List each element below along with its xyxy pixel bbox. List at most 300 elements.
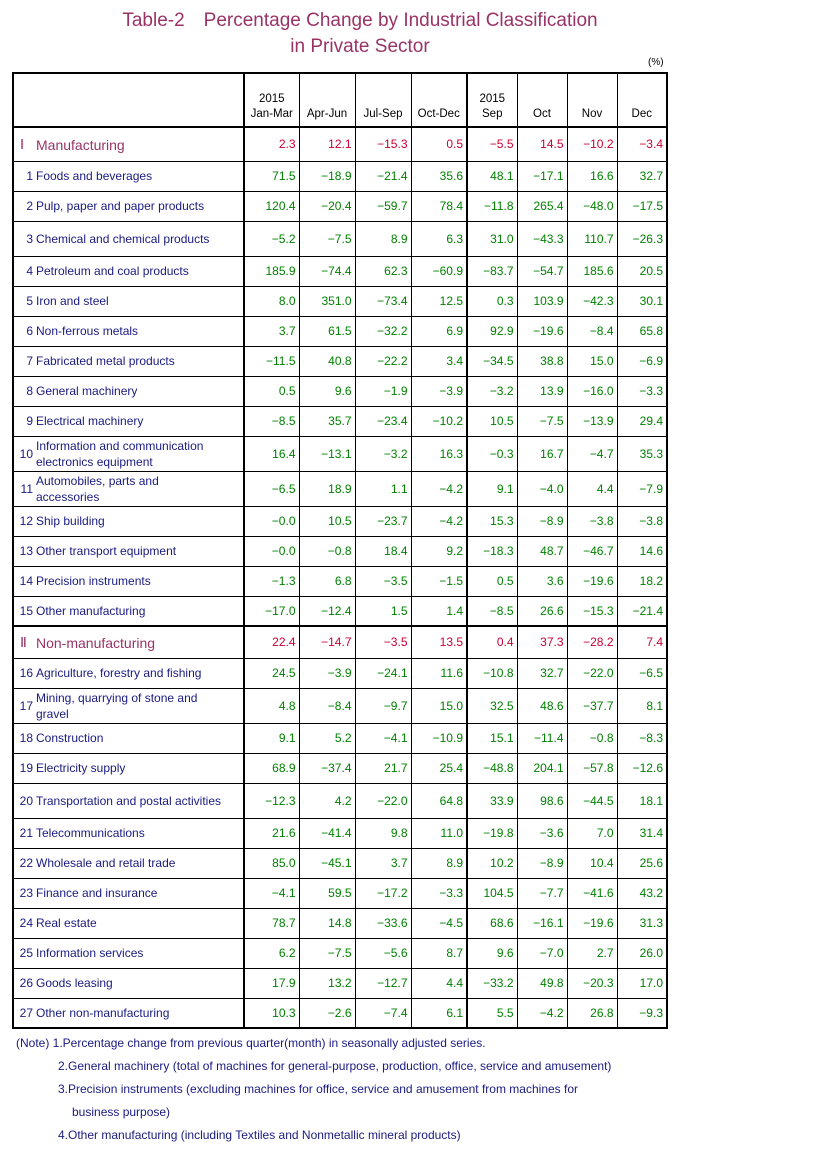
- row-number: 23: [19, 886, 33, 900]
- value-cell: −6.5: [617, 658, 667, 688]
- value-cell: −45.1: [299, 848, 355, 878]
- value-cell: 26.0: [617, 938, 667, 968]
- value-cell: 3.7: [244, 316, 299, 346]
- value-cell: −23.4: [355, 406, 411, 436]
- value-cell: −9.7: [355, 688, 411, 723]
- value-cell: 18.2: [617, 566, 667, 596]
- value-cell: 38.8: [517, 346, 567, 376]
- value-cell: −5.5: [467, 127, 517, 161]
- value-cell: 11.0: [411, 818, 467, 848]
- value-cell: 18.4: [355, 536, 411, 566]
- row-label-cell: [13, 596, 244, 626]
- value-cell: 9.1: [244, 723, 299, 753]
- value-cell: 0.4: [467, 626, 517, 658]
- value-cell: 10.5: [299, 506, 355, 536]
- value-cell: −10.8: [467, 658, 517, 688]
- value-cell: −10.9: [411, 723, 467, 753]
- value-cell: 40.8: [299, 346, 355, 376]
- table-row: [13, 376, 667, 406]
- header-oct-dec: Oct-Dec: [411, 73, 467, 127]
- value-cell: 9.6: [467, 938, 517, 968]
- value-cell: 2.7: [567, 938, 617, 968]
- value-cell: −44.5: [567, 783, 617, 818]
- value-cell: −24.1: [355, 658, 411, 688]
- value-cell: 6.2: [244, 938, 299, 968]
- value-cell: −41.6: [567, 878, 617, 908]
- row-label: Electrical machinery: [36, 414, 144, 428]
- row-label-cell: [13, 908, 244, 938]
- value-cell: −3.9: [411, 376, 467, 406]
- value-cell: 16.3: [411, 436, 467, 471]
- value-cell: −4.0: [517, 471, 567, 506]
- table-row: [13, 818, 667, 848]
- row-number: Ⅱ: [20, 634, 27, 651]
- row-label: Wholesale and retail trade: [36, 856, 176, 870]
- value-cell: −15.3: [355, 127, 411, 161]
- value-cell: −21.4: [617, 596, 667, 626]
- value-cell: −33.6: [355, 908, 411, 938]
- value-cell: −73.4: [355, 286, 411, 316]
- value-cell: −26.3: [617, 221, 667, 256]
- value-cell: −37.7: [567, 688, 617, 723]
- table-row: [13, 848, 667, 878]
- value-cell: −12.7: [355, 968, 411, 998]
- value-cell: 15.1: [467, 723, 517, 753]
- value-cell: −22.0: [567, 658, 617, 688]
- value-cell: 0.5: [467, 566, 517, 596]
- table-row: [13, 783, 667, 818]
- value-cell: −18.9: [299, 161, 355, 191]
- table-title-line2: in Private Sector: [290, 36, 430, 57]
- value-cell: 21.7: [355, 753, 411, 783]
- value-cell: −16.0: [567, 376, 617, 406]
- value-cell: 68.6: [467, 908, 517, 938]
- value-cell: 185.6: [567, 256, 617, 286]
- value-cell: −4.1: [355, 723, 411, 753]
- row-number: 14: [19, 574, 33, 588]
- value-cell: 8.9: [411, 848, 467, 878]
- row-number: 9: [26, 414, 33, 428]
- value-cell: −23.7: [355, 506, 411, 536]
- value-cell: −3.3: [617, 376, 667, 406]
- value-cell: 13.9: [517, 376, 567, 406]
- header-jan-mar: 2015 Jan-Mar: [244, 73, 299, 127]
- section-row: [13, 626, 667, 658]
- table-row: [13, 878, 667, 908]
- value-cell: 25.4: [411, 753, 467, 783]
- table-header-row: [13, 73, 667, 127]
- table-row: [13, 536, 667, 566]
- table-row: [13, 968, 667, 998]
- row-label-cell: [13, 753, 244, 783]
- row-label-cell: [13, 688, 244, 723]
- value-cell: −1.5: [411, 566, 467, 596]
- value-cell: 35.6: [411, 161, 467, 191]
- note-3: 3.Precision instruments (excluding machines for office, service and amusement from machines for: [58, 1082, 579, 1096]
- row-number: Ⅰ: [20, 136, 25, 153]
- value-cell: −19.6: [567, 908, 617, 938]
- value-cell: 78.4: [411, 191, 467, 221]
- value-cell: 5.2: [299, 723, 355, 753]
- value-cell: −19.8: [467, 818, 517, 848]
- row-label: Goods leasing: [36, 976, 113, 990]
- value-cell: −4.7: [567, 436, 617, 471]
- table-title: Table-2 Percentage Change by Industrial Classification: [122, 10, 598, 31]
- value-cell: 10.4: [567, 848, 617, 878]
- row-number: 17: [19, 698, 33, 713]
- value-cell: −3.2: [467, 376, 517, 406]
- value-cell: 32.7: [617, 161, 667, 191]
- value-cell: −15.3: [567, 596, 617, 626]
- value-cell: 32.7: [517, 658, 567, 688]
- value-cell: −17.1: [517, 161, 567, 191]
- row-label: Petroleum and coal products: [36, 264, 189, 278]
- value-cell: 43.2: [617, 878, 667, 908]
- value-cell: −7.4: [355, 998, 411, 1028]
- value-cell: −4.2: [411, 506, 467, 536]
- value-cell: −37.4: [299, 753, 355, 783]
- header-jul-sep: Jul-Sep: [355, 73, 411, 127]
- value-cell: 10.5: [467, 406, 517, 436]
- value-cell: −5.2: [244, 221, 299, 256]
- value-cell: 21.6: [244, 818, 299, 848]
- value-cell: −3.3: [411, 878, 467, 908]
- header-dec: Dec: [617, 73, 667, 127]
- value-cell: −12.3: [244, 783, 299, 818]
- value-cell: −19.6: [517, 316, 567, 346]
- row-label-cell: [13, 878, 244, 908]
- value-cell: 25.6: [617, 848, 667, 878]
- row-label: Telecommunications: [36, 826, 145, 840]
- row-label: Manufacturing: [36, 136, 125, 153]
- value-cell: 9.1: [467, 471, 517, 506]
- note-3-cont: business purpose): [72, 1105, 171, 1119]
- value-cell: −8.9: [517, 848, 567, 878]
- value-cell: −4.5: [411, 908, 467, 938]
- row-label: Information services: [36, 946, 144, 960]
- value-cell: −3.2: [355, 436, 411, 471]
- table-row: [13, 436, 667, 471]
- value-cell: −7.7: [517, 878, 567, 908]
- value-cell: 48.7: [517, 536, 567, 566]
- row-number: 13: [19, 544, 33, 558]
- value-cell: 65.8: [617, 316, 667, 346]
- row-number: 22: [19, 856, 33, 870]
- row-number: 15: [19, 603, 33, 618]
- value-cell: 6.9: [411, 316, 467, 346]
- table-row: [13, 596, 667, 626]
- value-cell: 30.1: [617, 286, 667, 316]
- value-cell: 12.1: [299, 127, 355, 161]
- value-cell: −0.0: [244, 536, 299, 566]
- row-label-cell: [13, 566, 244, 596]
- table-row: [13, 506, 667, 536]
- note-4: 4.Other manufacturing (including Textiles and Nonmetallic mineral products): [58, 1128, 461, 1142]
- value-cell: 9.2: [411, 536, 467, 566]
- value-cell: −33.2: [467, 968, 517, 998]
- row-label: Mining, quarrying of stone and gravel: [36, 690, 198, 721]
- value-cell: −20.4: [299, 191, 355, 221]
- row-label-cell: [13, 191, 244, 221]
- value-cell: 265.4: [517, 191, 567, 221]
- row-label: Fabricated metal products: [36, 354, 175, 368]
- value-cell: −28.2: [567, 626, 617, 658]
- row-number: 3: [26, 231, 33, 246]
- value-cell: −60.9: [411, 256, 467, 286]
- row-number: 12: [19, 514, 33, 528]
- value-cell: 15.0: [411, 688, 467, 723]
- row-label-cell: [13, 998, 244, 1028]
- value-cell: −10.2: [567, 127, 617, 161]
- value-cell: −74.4: [299, 256, 355, 286]
- row-label-cell: [13, 723, 244, 753]
- header-apr-jun: Apr-Jun: [299, 73, 355, 127]
- table-row: [13, 688, 667, 723]
- value-cell: −6.9: [617, 346, 667, 376]
- value-cell: 17.0: [617, 968, 667, 998]
- row-number: 21: [19, 826, 33, 840]
- value-cell: 16.7: [517, 436, 567, 471]
- row-label-cell: [13, 346, 244, 376]
- value-cell: −7.0: [517, 938, 567, 968]
- table-row: [13, 998, 667, 1028]
- value-cell: −2.6: [299, 998, 355, 1028]
- value-cell: −17.0: [244, 596, 299, 626]
- row-number: 10: [19, 446, 33, 461]
- row-label: Non-ferrous metals: [36, 324, 139, 338]
- row-label: Information and communication electronics equipment: [36, 438, 204, 469]
- value-cell: 10.3: [244, 998, 299, 1028]
- value-cell: −22.2: [355, 346, 411, 376]
- value-cell: 1.5: [355, 596, 411, 626]
- value-cell: 351.0: [299, 286, 355, 316]
- value-cell: 6.8: [299, 566, 355, 596]
- value-cell: −21.4: [355, 161, 411, 191]
- row-label: Foods and beverages: [36, 169, 153, 183]
- value-cell: −12.6: [617, 753, 667, 783]
- value-cell: −18.3: [467, 536, 517, 566]
- value-cell: 7.0: [567, 818, 617, 848]
- value-cell: 14.8: [299, 908, 355, 938]
- row-label-cell: [13, 221, 244, 256]
- row-label: Agriculture, forestry and fishing: [36, 666, 202, 680]
- row-number: 7: [26, 354, 33, 368]
- value-cell: −7.5: [517, 406, 567, 436]
- value-cell: −8.4: [567, 316, 617, 346]
- value-cell: 64.8: [411, 783, 467, 818]
- value-cell: 12.5: [411, 286, 467, 316]
- value-cell: 8.1: [617, 688, 667, 723]
- row-number: 8: [26, 384, 33, 398]
- value-cell: −3.4: [617, 127, 667, 161]
- value-cell: 110.7: [567, 221, 617, 256]
- value-cell: −57.8: [567, 753, 617, 783]
- value-cell: −83.7: [467, 256, 517, 286]
- value-cell: −8.9: [517, 506, 567, 536]
- value-cell: −3.8: [617, 506, 667, 536]
- value-cell: −41.4: [299, 818, 355, 848]
- value-cell: 6.3: [411, 221, 467, 256]
- unit-label: (%): [648, 57, 664, 68]
- table-row: [13, 191, 667, 221]
- row-label: General machinery: [36, 384, 138, 398]
- value-cell: 98.6: [517, 783, 567, 818]
- row-number: 27: [19, 1005, 33, 1020]
- value-cell: 49.8: [517, 968, 567, 998]
- value-cell: 4.8: [244, 688, 299, 723]
- value-cell: 29.4: [617, 406, 667, 436]
- section-row: [13, 127, 667, 161]
- value-cell: −5.6: [355, 938, 411, 968]
- value-cell: 16.4: [244, 436, 299, 471]
- value-cell: 4.2: [299, 783, 355, 818]
- value-cell: −8.3: [617, 723, 667, 753]
- value-cell: 26.8: [567, 998, 617, 1028]
- value-cell: 14.5: [517, 127, 567, 161]
- row-label: Pulp, paper and paper products: [36, 199, 205, 213]
- value-cell: −11.8: [467, 191, 517, 221]
- row-label: Precision instruments: [36, 574, 151, 588]
- value-cell: 20.5: [617, 256, 667, 286]
- value-cell: 31.4: [617, 818, 667, 848]
- row-number: 20: [19, 793, 33, 808]
- row-label-cell: [13, 818, 244, 848]
- value-cell: 8.9: [355, 221, 411, 256]
- row-number: 18: [19, 731, 33, 745]
- header-nov: Nov: [567, 73, 617, 127]
- table-row: [13, 566, 667, 596]
- value-cell: 10.2: [467, 848, 517, 878]
- value-cell: 61.5: [299, 316, 355, 346]
- value-cell: 48.6: [517, 688, 567, 723]
- row-label: Electricity supply: [36, 761, 126, 775]
- value-cell: −42.3: [567, 286, 617, 316]
- row-number: 4: [26, 264, 33, 278]
- row-number: 25: [19, 946, 33, 960]
- value-cell: −0.3: [467, 436, 517, 471]
- value-cell: 71.5: [244, 161, 299, 191]
- value-cell: −20.3: [567, 968, 617, 998]
- value-cell: −8.4: [299, 688, 355, 723]
- value-cell: −43.3: [517, 221, 567, 256]
- value-cell: 120.4: [244, 191, 299, 221]
- table-row: [13, 256, 667, 286]
- row-label: Construction: [36, 731, 104, 745]
- value-cell: −3.8: [567, 506, 617, 536]
- row-label-cell: [13, 161, 244, 191]
- value-cell: −3.6: [517, 818, 567, 848]
- value-cell: 4.4: [567, 471, 617, 506]
- row-label: Real estate: [36, 916, 97, 930]
- value-cell: 185.9: [244, 256, 299, 286]
- row-label-cell: [13, 316, 244, 346]
- row-label-cell: [13, 127, 244, 161]
- value-cell: −10.2: [411, 406, 467, 436]
- value-cell: 8.7: [411, 938, 467, 968]
- value-cell: −13.9: [567, 406, 617, 436]
- row-label-cell: [13, 658, 244, 688]
- value-cell: 204.1: [517, 753, 567, 783]
- value-cell: 24.5: [244, 658, 299, 688]
- value-cell: −1.3: [244, 566, 299, 596]
- value-cell: 15.0: [567, 346, 617, 376]
- value-cell: −0.0: [244, 506, 299, 536]
- table-row: [13, 723, 667, 753]
- value-cell: −7.5: [299, 221, 355, 256]
- note-1: (Note) 1.Percentage change from previous quarter(month) in seasonally adjusted series.: [16, 1036, 486, 1050]
- value-cell: −48.0: [567, 191, 617, 221]
- value-cell: 48.1: [467, 161, 517, 191]
- notes: [16, 1032, 611, 1147]
- table-row: [13, 286, 667, 316]
- table-row: [13, 406, 667, 436]
- value-cell: −11.4: [517, 723, 567, 753]
- value-cell: −17.5: [617, 191, 667, 221]
- value-cell: 6.1: [411, 998, 467, 1028]
- row-number: 1: [26, 169, 33, 183]
- value-cell: −7.9: [617, 471, 667, 506]
- value-cell: −8.5: [244, 406, 299, 436]
- value-cell: 15.3: [467, 506, 517, 536]
- value-cell: −3.5: [355, 566, 411, 596]
- row-label: Other manufacturing: [36, 603, 146, 618]
- value-cell: −14.7: [299, 626, 355, 658]
- value-cell: −11.5: [244, 346, 299, 376]
- value-cell: 17.9: [244, 968, 299, 998]
- value-cell: 9.8: [355, 818, 411, 848]
- value-cell: −4.2: [411, 471, 467, 506]
- value-cell: 33.9: [467, 783, 517, 818]
- row-label: Automobiles, parts and accessories: [36, 473, 159, 504]
- row-number: 6: [26, 324, 33, 338]
- value-cell: 9.6: [299, 376, 355, 406]
- row-label: Non-manufacturing: [36, 634, 156, 651]
- value-cell: −9.3: [617, 998, 667, 1028]
- value-cell: −48.8: [467, 753, 517, 783]
- row-label: Finance and insurance: [36, 886, 158, 900]
- value-cell: −8.5: [467, 596, 517, 626]
- row-label-cell: [13, 286, 244, 316]
- value-cell: 26.6: [517, 596, 567, 626]
- value-cell: 62.3: [355, 256, 411, 286]
- value-cell: −22.0: [355, 783, 411, 818]
- value-cell: −17.2: [355, 878, 411, 908]
- value-cell: −34.5: [467, 346, 517, 376]
- value-cell: 0.5: [244, 376, 299, 406]
- row-label-cell: [13, 471, 244, 506]
- value-cell: 92.9: [467, 316, 517, 346]
- table-row: [13, 753, 667, 783]
- value-cell: 5.5: [467, 998, 517, 1028]
- row-label: Iron and steel: [36, 294, 109, 308]
- value-cell: −1.9: [355, 376, 411, 406]
- row-number: 26: [19, 976, 33, 990]
- value-cell: 13.5: [411, 626, 467, 658]
- value-cell: 14.6: [617, 536, 667, 566]
- value-cell: 13.2: [299, 968, 355, 998]
- value-cell: 18.1: [617, 783, 667, 818]
- row-number: 16: [19, 666, 33, 680]
- value-cell: 32.5: [467, 688, 517, 723]
- row-label: Chemical and chemical products: [36, 231, 210, 246]
- value-cell: −0.8: [299, 536, 355, 566]
- table-row: [13, 938, 667, 968]
- row-label: Other transport equipment: [36, 544, 177, 558]
- row-number: 11: [20, 481, 33, 496]
- row-label-cell: [13, 968, 244, 998]
- value-cell: −3.9: [299, 658, 355, 688]
- value-cell: 35.7: [299, 406, 355, 436]
